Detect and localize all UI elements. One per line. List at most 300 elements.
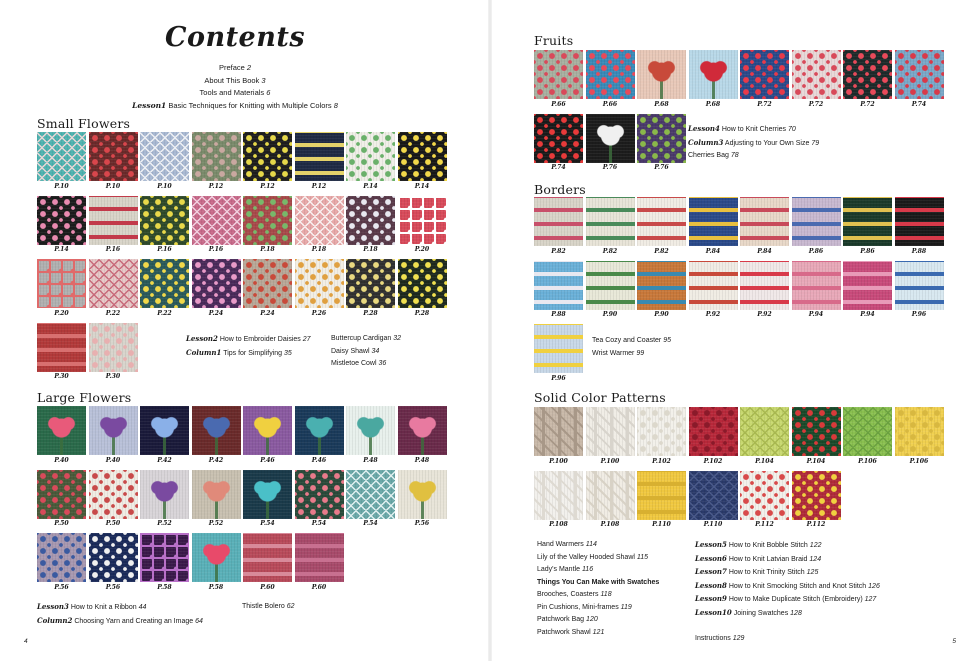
swatch-image[interactable]	[295, 196, 344, 245]
swatch-image[interactable]	[637, 471, 686, 520]
swatch-image[interactable]	[295, 132, 344, 181]
swatch-image[interactable]	[295, 406, 344, 455]
swatch[interactable]	[637, 261, 686, 320]
swatch-image[interactable]	[243, 132, 292, 181]
swatch-image[interactable]	[346, 259, 395, 308]
swatch[interactable]	[140, 132, 189, 191]
swatch-image[interactable]	[586, 50, 635, 99]
swatch-image[interactable]	[37, 533, 86, 582]
swatch[interactable]	[843, 261, 892, 320]
swatch[interactable]	[689, 50, 738, 109]
contents-entry[interactable]	[537, 577, 659, 590]
contents-entry[interactable]	[537, 614, 659, 627]
swatch-motif	[346, 132, 395, 181]
swatch-page-caption: P.86	[808, 247, 824, 255]
swatch-image[interactable]	[140, 406, 189, 455]
swatch-image[interactable]	[89, 406, 138, 455]
swatch[interactable]	[37, 323, 86, 382]
swatch[interactable]	[346, 470, 395, 529]
swatch-image[interactable]	[37, 470, 86, 519]
swatch[interactable]	[192, 132, 241, 191]
swatch-image[interactable]	[689, 407, 738, 456]
swatch[interactable]	[586, 471, 635, 530]
swatch-motif	[89, 259, 138, 308]
contents-entry[interactable]	[331, 346, 401, 359]
entry-text: How to Knit Cherries	[721, 126, 787, 133]
swatch-image[interactable]	[89, 470, 138, 519]
swatch-motif	[586, 197, 635, 246]
swatch-image[interactable]	[398, 470, 447, 519]
swatch[interactable]	[243, 196, 292, 255]
borders-notes	[592, 335, 671, 360]
swatch-image[interactable]	[586, 261, 635, 310]
swatch[interactable]	[192, 470, 241, 529]
contents-entry[interactable]	[537, 552, 659, 565]
swatch[interactable]	[534, 261, 583, 320]
swatch-image[interactable]	[586, 197, 635, 246]
swatch-image[interactable]	[534, 261, 583, 310]
swatch-image[interactable]	[140, 132, 189, 181]
swatch-page-caption: P.60	[311, 583, 327, 591]
entry-page-number: 119	[620, 603, 632, 611]
swatch-image[interactable]	[89, 196, 138, 245]
contents-entry[interactable]	[331, 358, 401, 371]
swatch[interactable]	[243, 533, 292, 592]
swatch-motif	[637, 471, 686, 520]
swatch-image[interactable]	[140, 533, 189, 582]
entry-text: How to Knit a Ribbon	[70, 604, 137, 611]
swatch-motif	[637, 197, 686, 246]
swatch-page-caption: P.72	[860, 100, 875, 108]
swatch-image[interactable]	[192, 259, 241, 308]
swatch[interactable]	[89, 259, 138, 318]
swatch-image[interactable]	[689, 50, 738, 99]
swatch-image[interactable]	[740, 471, 789, 520]
swatch[interactable]	[792, 50, 841, 109]
swatch[interactable]	[89, 533, 138, 592]
swatch-page-caption: P.102	[703, 457, 723, 465]
contents-entry[interactable]	[695, 620, 880, 633]
swatch-image[interactable]	[586, 471, 635, 520]
swatch[interactable]	[295, 132, 344, 191]
swatch-image[interactable]	[346, 132, 395, 181]
swatch-image[interactable]	[398, 406, 447, 455]
swatch-image[interactable]	[37, 196, 86, 245]
swatch[interactable]	[740, 407, 789, 466]
swatch[interactable]	[689, 407, 738, 466]
swatch[interactable]	[792, 407, 841, 466]
swatch[interactable]	[140, 470, 189, 529]
contents-entry[interactable]	[186, 333, 311, 347]
swatch-page-caption: P.26	[311, 309, 327, 317]
swatch[interactable]	[89, 323, 138, 382]
swatch[interactable]	[295, 533, 344, 592]
swatch-image[interactable]	[534, 407, 583, 456]
entry-text: Hand Warmers	[537, 541, 584, 548]
swatch-image[interactable]	[895, 197, 944, 246]
swatch-image[interactable]	[243, 470, 292, 519]
swatch-motif	[346, 259, 395, 308]
contents-entry[interactable]	[37, 615, 203, 629]
swatch[interactable]	[89, 406, 138, 465]
swatch-page-caption: P.76	[654, 164, 669, 171]
contents-entry[interactable]	[537, 539, 659, 552]
swatch-motif	[534, 197, 583, 246]
toc-entry[interactable]	[0, 87, 470, 100]
swatch-image[interactable]	[792, 50, 841, 99]
entry-text: Instructions	[695, 634, 731, 642]
contents-entry[interactable]	[592, 348, 671, 361]
swatch[interactable]	[140, 533, 189, 592]
section-title-small-flowers: Small Flowers	[37, 116, 131, 131]
entry-text: Mistletoe Cowl	[331, 360, 377, 367]
swatch-image[interactable]	[295, 259, 344, 308]
contents-entry[interactable]	[695, 593, 880, 607]
contents-subheading: Things You Can Make with Swatches	[537, 578, 660, 586]
swatch[interactable]	[740, 197, 789, 256]
swatch-motif	[586, 261, 635, 310]
swatch-motif	[398, 406, 447, 455]
solid-color-lessons	[695, 539, 880, 645]
lesson-label: Lesson10	[695, 607, 732, 617]
swatch-image[interactable]	[346, 470, 395, 519]
swatch[interactable]	[192, 533, 241, 592]
swatch-image[interactable]	[295, 533, 344, 582]
swatch[interactable]	[37, 406, 86, 465]
swatch-image[interactable]	[740, 50, 789, 99]
swatch-image[interactable]	[792, 197, 841, 246]
swatch-image[interactable]	[843, 197, 892, 246]
swatch-page-caption: P.12	[260, 182, 275, 190]
lesson-label: Lesson6	[695, 553, 727, 563]
page-number-left: 4	[24, 638, 28, 645]
swatch-image[interactable]	[637, 197, 686, 246]
swatch-image[interactable]	[843, 50, 892, 99]
swatch[interactable]	[243, 259, 292, 318]
swatch-image[interactable]	[89, 259, 138, 308]
contents-entry[interactable]	[537, 627, 659, 640]
swatch-page-caption: P.106	[858, 457, 877, 465]
swatch-image[interactable]	[192, 406, 241, 455]
swatch-page-caption: P.66	[602, 100, 618, 108]
swatch-motif	[37, 406, 86, 455]
swatch-image[interactable]	[534, 197, 583, 246]
swatch[interactable]	[586, 50, 635, 109]
swatch-image[interactable]	[740, 197, 789, 246]
swatch[interactable]	[586, 197, 635, 256]
contents-entry[interactable]	[688, 137, 819, 151]
swatch-image[interactable]	[89, 533, 138, 582]
contents-entry[interactable]	[37, 601, 203, 615]
swatch[interactable]	[295, 196, 344, 255]
swatch[interactable]	[398, 470, 447, 529]
swatch[interactable]	[346, 259, 395, 318]
swatch[interactable]	[792, 197, 841, 256]
swatch-page-caption: P.30	[54, 373, 69, 380]
swatch-page-caption: P.42	[208, 456, 224, 464]
swatch[interactable]	[895, 407, 944, 466]
swatch[interactable]	[398, 132, 447, 191]
swatch-motif	[534, 324, 583, 373]
contents-entry[interactable]	[688, 123, 819, 137]
contents-entry[interactable]	[695, 580, 880, 594]
section-title-borders: Borders	[534, 182, 586, 197]
swatch[interactable]	[843, 407, 892, 466]
swatch-image[interactable]	[740, 407, 789, 456]
swatch-image[interactable]	[689, 261, 738, 310]
swatch-page-caption: P.76	[602, 164, 618, 171]
swatch-image[interactable]	[192, 132, 241, 181]
swatch-motif	[398, 196, 447, 245]
table-of-contents	[0, 62, 470, 112]
swatch-image[interactable]	[637, 114, 686, 163]
entry-page-number: 129	[732, 634, 745, 642]
swatch-image[interactable]	[243, 406, 292, 455]
swatch-image[interactable]	[534, 324, 583, 373]
swatch-motif	[534, 50, 583, 99]
swatch-image[interactable]	[346, 196, 395, 245]
contents-entry[interactable]	[688, 150, 819, 163]
swatch-image[interactable]	[192, 533, 241, 582]
swatch-image[interactable]	[586, 114, 635, 163]
swatch-image[interactable]	[637, 407, 686, 456]
swatch-page-caption: P.88	[551, 311, 566, 318]
swatch-motif	[637, 261, 686, 310]
swatch[interactable]	[586, 114, 635, 173]
swatch[interactable]	[534, 324, 583, 383]
swatch[interactable]	[689, 197, 738, 256]
contents-entry[interactable]	[592, 335, 671, 348]
swatch-image[interactable]	[895, 407, 944, 456]
entry-text: Lily of the Valley Hooded Shawl	[537, 553, 635, 561]
swatch-image[interactable]	[37, 259, 86, 308]
swatch-motif	[792, 407, 841, 456]
swatch-page-caption: P.46	[260, 456, 275, 464]
swatch-image[interactable]	[637, 261, 686, 310]
swatch-motif	[689, 261, 738, 310]
swatch[interactable]	[398, 259, 447, 318]
contents-entry[interactable]	[186, 347, 311, 361]
swatch-motif	[689, 471, 738, 520]
swatch-image[interactable]	[192, 196, 241, 245]
swatch-page-caption: P.72	[808, 100, 824, 108]
swatch[interactable]	[534, 471, 583, 530]
swatch[interactable]	[192, 196, 241, 255]
toc-entry-text: About This Book	[204, 75, 260, 85]
swatch[interactable]	[586, 407, 635, 466]
swatch-image[interactable]	[243, 533, 292, 582]
swatch-image[interactable]	[895, 50, 944, 99]
swatch[interactable]	[843, 197, 892, 256]
swatch[interactable]	[637, 197, 686, 256]
swatch-image[interactable]	[243, 196, 292, 245]
swatch[interactable]	[346, 406, 395, 465]
contents-entry[interactable]	[537, 564, 659, 577]
swatch[interactable]	[895, 197, 944, 256]
swatch[interactable]	[89, 196, 138, 255]
swatch[interactable]	[346, 196, 395, 255]
entry-text: Choosing Yarn and Creating an Image	[74, 617, 194, 625]
swatch-image[interactable]	[140, 470, 189, 519]
swatch[interactable]	[89, 470, 138, 529]
swatch-motif	[37, 323, 86, 372]
swatch[interactable]	[534, 114, 583, 173]
swatch-motif	[740, 50, 789, 99]
swatch[interactable]	[534, 407, 583, 466]
swatch[interactable]	[637, 114, 686, 173]
swatch[interactable]	[586, 261, 635, 320]
swatch-motif	[843, 197, 892, 246]
swatch[interactable]	[295, 259, 344, 318]
swatch-image[interactable]	[89, 323, 138, 372]
swatch[interactable]	[637, 471, 686, 530]
swatch-motif	[295, 470, 344, 519]
swatch[interactable]	[89, 132, 138, 191]
entry-page-number: 125	[806, 569, 819, 576]
swatch[interactable]	[895, 261, 944, 320]
swatch-page-caption: P.30	[105, 373, 121, 380]
swatch[interactable]	[37, 196, 86, 255]
swatch-image[interactable]	[792, 471, 841, 520]
swatch[interactable]	[243, 132, 292, 191]
swatch-image[interactable]	[37, 406, 86, 455]
contents-entry[interactable]	[695, 539, 880, 553]
swatch-image[interactable]	[398, 196, 447, 245]
swatch[interactable]	[243, 406, 292, 465]
toc-entry[interactable]	[0, 75, 470, 88]
swatch-motif	[295, 259, 344, 308]
swatch[interactable]	[37, 533, 86, 592]
swatch[interactable]	[792, 261, 841, 320]
swatch-image[interactable]	[398, 132, 447, 181]
swatch[interactable]	[895, 50, 944, 109]
swatch[interactable]	[37, 470, 86, 529]
swatch-page-caption: P.14	[414, 182, 430, 190]
swatch-image[interactable]	[89, 132, 138, 181]
swatch-motif	[295, 406, 344, 455]
swatch-page-caption: P.10	[54, 182, 69, 190]
contents-entry[interactable]	[331, 333, 401, 346]
swatch-motif	[243, 196, 292, 245]
swatch[interactable]	[140, 259, 189, 318]
swatch-image[interactable]	[295, 470, 344, 519]
swatch-motif	[192, 533, 241, 582]
swatch[interactable]	[740, 261, 789, 320]
entry-page-number: 36	[378, 360, 387, 367]
swatch-page-caption: P.90	[654, 311, 669, 318]
entry-page-number: 115	[636, 553, 649, 561]
swatch-image[interactable]	[534, 50, 583, 99]
swatch-image[interactable]	[895, 261, 944, 310]
page-number-right: 5	[952, 638, 956, 645]
contents-entry[interactable]	[242, 601, 295, 614]
swatch[interactable]	[192, 259, 241, 318]
swatch-page-caption: P.84	[705, 247, 721, 255]
swatch-page-caption: P.96	[551, 374, 566, 382]
contents-entry[interactable]	[537, 602, 659, 615]
swatch-motif	[346, 470, 395, 519]
swatch-image[interactable]	[243, 259, 292, 308]
swatch-page-caption: P.58	[157, 583, 172, 591]
contents-entry[interactable]	[695, 633, 880, 646]
swatch[interactable]	[295, 470, 344, 529]
swatch-image[interactable]	[689, 197, 738, 246]
swatch-page-caption: P.28	[363, 309, 378, 317]
swatch-motif	[792, 261, 841, 310]
toc-entry-text: Basic Techniques for Knitting with Multiple Colors	[168, 100, 332, 110]
contents-entry[interactable]	[695, 553, 880, 567]
swatch-image[interactable]	[843, 261, 892, 310]
swatch[interactable]	[37, 259, 86, 318]
swatch[interactable]	[398, 196, 447, 255]
swatch-image[interactable]	[740, 261, 789, 310]
entry-text: Patchwork Shawl	[537, 628, 591, 636]
swatch-image[interactable]	[534, 471, 583, 520]
swatch-page-caption: P.110	[703, 521, 723, 528]
entry-text: Patchwork Bag	[537, 616, 585, 623]
swatch-image[interactable]	[140, 259, 189, 308]
contents-entry[interactable]	[695, 566, 880, 580]
contents-entry[interactable]	[537, 589, 659, 602]
contents-entry[interactable]	[695, 607, 880, 621]
swatch[interactable]	[534, 197, 583, 256]
swatch[interactable]	[637, 50, 686, 109]
swatch-image[interactable]	[37, 132, 86, 181]
entry-page-number: 79	[811, 139, 820, 147]
entry-page-number: 126	[868, 582, 880, 590]
swatch-motif	[243, 132, 292, 181]
swatch-motif	[192, 132, 241, 181]
swatch-image[interactable]	[398, 259, 447, 308]
swatch[interactable]	[689, 471, 738, 530]
entry-text: Wrist Warmer	[592, 349, 635, 357]
swatch[interactable]	[843, 50, 892, 109]
swatch[interactable]	[346, 132, 395, 191]
swatch-image[interactable]	[689, 471, 738, 520]
swatch[interactable]	[37, 132, 86, 191]
swatch[interactable]	[398, 406, 447, 465]
swatch[interactable]	[689, 261, 738, 320]
swatch[interactable]	[792, 471, 841, 530]
entry-text: Tea Cozy and Coaster	[592, 337, 662, 344]
toc-entry[interactable]	[0, 62, 470, 75]
swatch[interactable]	[740, 471, 789, 530]
swatch-image[interactable]	[637, 50, 686, 99]
toc-entry[interactable]	[0, 100, 470, 113]
swatch[interactable]	[637, 407, 686, 466]
swatch-image[interactable]	[586, 407, 635, 456]
swatch[interactable]	[192, 406, 241, 465]
swatch-image[interactable]	[192, 470, 241, 519]
swatch-image[interactable]	[140, 196, 189, 245]
entry-text: Tips for Simplifying	[223, 349, 283, 357]
swatch[interactable]	[140, 196, 189, 255]
swatch-image[interactable]	[346, 406, 395, 455]
swatch[interactable]	[140, 406, 189, 465]
swatch-image[interactable]	[792, 407, 841, 456]
swatch[interactable]	[534, 50, 583, 109]
swatch-image[interactable]	[37, 323, 86, 372]
swatch-motif	[346, 196, 395, 245]
swatch[interactable]	[243, 470, 292, 529]
swatch-image[interactable]	[534, 114, 583, 163]
swatch-image[interactable]	[843, 407, 892, 456]
swatch[interactable]	[295, 406, 344, 465]
swatch-image[interactable]	[792, 261, 841, 310]
swatch-page-caption: P.106	[909, 457, 929, 465]
swatch[interactable]	[740, 50, 789, 109]
entry-page-number: 116	[581, 566, 594, 573]
